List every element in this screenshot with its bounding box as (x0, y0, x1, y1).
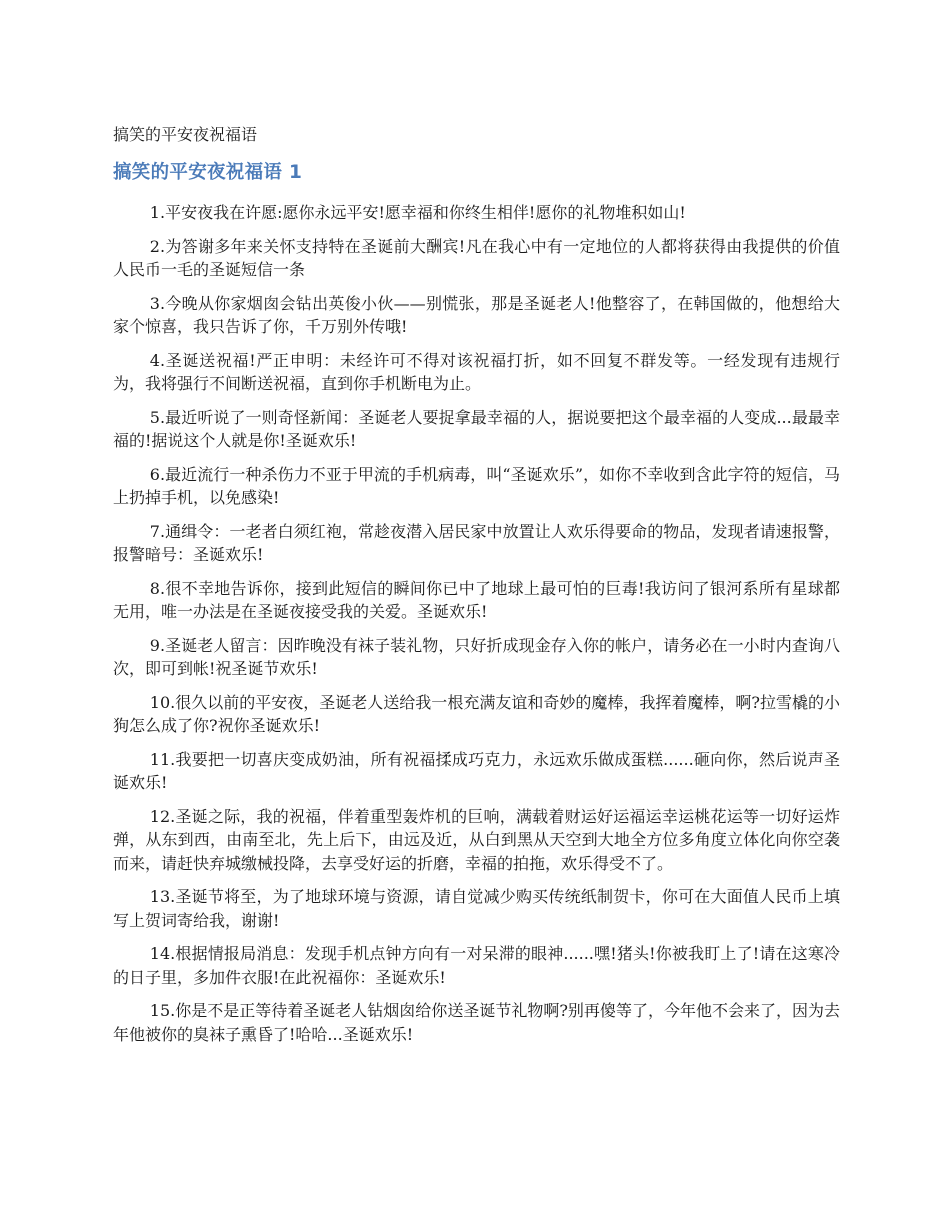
section-heading: 搞笑的平安夜祝福语 1 (113, 162, 303, 183)
paragraph: 14.根据情报局消息：发现手机点钟方向有一对呆滞的眼神......嘿!猪头!你被我盯上了!请在这寒冷的日子里，多加件衣服!在此祝福你：圣诞欢乐! (113, 944, 840, 987)
paragraph: 8.很不幸地告诉你，接到此短信的瞬间你已中了地球上最可怕的巨毒!我访问了银河系所有星球都无用，唯一办法是在圣诞夜接受我的关爱。圣诞欢乐! (113, 578, 840, 621)
paragraph: 3.今晚从你家烟囱会钻出英俊小伙——别慌张，那是圣诞老人!他整容了，在韩国做的，他想给大家个惊喜，我只告诉了你，千万别外传哦! (113, 293, 840, 336)
paragraph: 2.为答谢多年来关怀支持特在圣诞前大酬宾!凡在我心中有一定地位的人都将获得由我提供的价值人民币一毛的圣诞短信一条 (113, 236, 840, 279)
paragraph: 11.我要把一切喜庆变成奶油，所有祝福揉成巧克力，永远欢乐做成蛋糕......砸向你，然后说声圣诞欢乐! (113, 749, 840, 792)
paragraph: 15.你是不是正等待着圣诞老人钻烟囱给你送圣诞节礼物啊?别再傻等了，今年他不会来了，因为去年他被你的臭袜子熏昏了!哈哈...圣诞欢乐! (113, 1001, 840, 1044)
paragraph: 5.最近听说了一则奇怪新闻：圣诞老人要捉拿最幸福的人，据说要把这个最幸福的人变成...最最幸福的!据说这个人就是你!圣诞欢乐! (113, 407, 840, 450)
paragraph: 6.最近流行一种杀伤力不亚于甲流的手机病毒，叫“圣诞欢乐”，如你不幸收到含此字符的短信，马上扔掉手机，以免感染! (113, 464, 840, 507)
paragraph: 10.很久以前的平安夜，圣诞老人送给我一根充满友谊和奇妙的魔棒，我挥着魔棒，啊?拉雪橇的小狗怎么成了你?祝你圣诞欢乐! (113, 692, 840, 735)
paragraph: 7.通缉令：一老者白须红袍，常趁夜潜入居民家中放置让人欢乐得要命的物品，发现者请速报警，报警暗号：圣诞欢乐! (113, 521, 840, 564)
document-page (113, 122, 840, 1056)
document-title: 搞笑的平安夜祝福语 (113, 125, 258, 144)
paragraph: 12.圣诞之际，我的祝福，伴着重型轰炸机的巨响，满载着财运好运福运幸运桃花运等一切好运炸弹，从东到西，由南至北，先上后下，由远及近，从白到黑从天空到大地全方位多角度立体化向你空袭而来，请赶快弃城缴械投降，去享受好运的折磨，幸福的拍拖，欢乐得受不了。 (113, 806, 840, 873)
paragraph: 9.圣诞老人留言：因昨晚没有袜子装礼物，只好折成现金存入你的帐户，请务必在一小时内查询八次，即可到帐!祝圣诞节欢乐! (113, 635, 840, 678)
paragraph: 1.平安夜我在许愿:愿你永远平安!愿幸福和你终生相伴!愿你的礼物堆积如山! (149, 203, 686, 222)
paragraph: 4.圣诞送祝福!严正申明：未经许可不得对该祝福打折，如不回复不群发等。一经发现有违规行为，我将强行不间断送祝福，直到你手机断电为止。 (113, 350, 840, 393)
paragraph: 13.圣诞节将至，为了地球环境与资源，请自觉减少购买传统纸制贺卡，你可在大面值人民币上填写上贺词寄给我，谢谢! (113, 887, 840, 930)
